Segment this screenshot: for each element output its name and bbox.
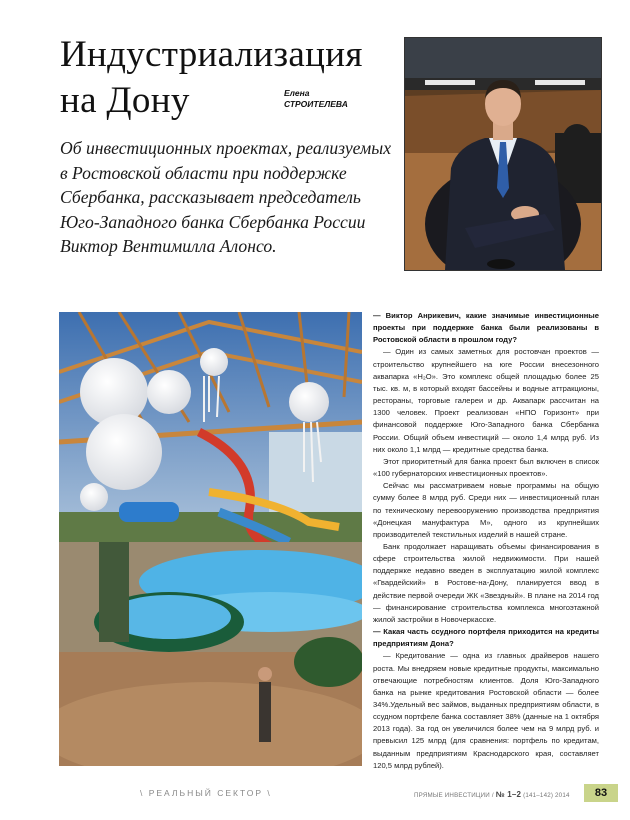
section-label: \ РЕАЛЬНЫЙ СЕКТОР \ — [140, 788, 272, 798]
portrait-illustration — [405, 38, 601, 270]
paragraph-1: — Один из самых заметных для ростовчан проектов — строительство крупнейшего на юге России внесезонного аквапарка «H₂O». Это комплекс общей площадью более 25 тыс. кв. м, в который входят бассейны и водные аттракционы, рестораны, торговые галереи и др. Аквапарк рассчитан на 1300 человек. Проект реализован «НПО Горизонт» при финансовой поддержке Юго-Западного банка Сбербанка России. Общий объем инвестиций — около 1,4 млрд руб. Из них около 1,1 млрд — кредитные средства банка. — [373, 347, 599, 454]
waterpark-illustration — [59, 312, 362, 766]
paragraph-3: Сейчас мы рассматриваем новые программы на общую сумму более 8 млрд руб. Среди них — инвестиционный план по техническому перевооружению производства предприятия «Донецкая мануфактура М», одного из крупнейших производителей текстильных изделий в нашей стране. — [373, 481, 599, 539]
page-number: 83 — [584, 784, 618, 802]
interview-question-1: — Виктор Анрикевич, какие значимые инвестиционные проекты при поддержке банка были реализованы в Ростовской области в прошлом году? — [373, 311, 599, 345]
author-byline — [284, 88, 394, 110]
portrait-photo — [404, 37, 602, 271]
issue-number: № 1–2 — [495, 790, 522, 799]
interview-question-2: — Какая часть ссудного портфеля приходится на кредиты предприятиям Дона? — [373, 627, 599, 649]
title-line-2: на Дону — [60, 80, 190, 121]
article-title — [60, 32, 390, 124]
waterpark-photo — [59, 312, 362, 766]
paragraph-5: — Кредитование — одна из главных драйверов нашего роста. Мы внедряем новые кредитные продукты, максимально отвечающие потребностям клиентов. Доля Юго-Западного банка на рынке кредитования Ростовской области — более 34%.Удельный вес займов, выданных предприятиям области, в ссудном портфеле банка составляет 38% (данные на 1 октября 2013 года). За год он увеличился более чем на 9 млрд руб. и превысил 125 млрд (для сравнения: портфель по кредитам, выданным предприятиям Краснодарского края, составляет 120,5 млрд рублей). — [373, 651, 599, 770]
author-first-name: Елена — [284, 88, 310, 98]
title-line-1: Индустриализация — [60, 34, 363, 75]
paragraph-2: Этот приоритетный для банка проект был включен в список «100 губернаторских инвестиционных проектов». — [373, 456, 599, 479]
paragraph-4: Банк продолжает наращивать объемы финансирования в сфере строительства жилой недвижимости. При нашей поддержке недавно введен в эксплуатацию жилой комплекс «Гвардейский» в Ростове-на-Дону, планируется ввод в действие первой очереди ЖК «Звездный». В плане на 2014 год — финансирование строительства комплекса многоэтажной жилой застройки в Новочеркасске. — [373, 541, 599, 624]
lead-paragraph: Об инвестиционных проектах, реализуемых в Ростовской области при поддержке Сбербанка, рассказывает председатель Юго-Западного банка Сбербанка России Виктор Вентимилла Алонсо. — [60, 138, 392, 256]
magazine-name: ПРЯМЫЕ ИНВЕСТИЦИИ / — [414, 792, 494, 799]
magazine-issue — [414, 790, 570, 799]
issue-detail: (141–142) 2014 — [523, 792, 570, 799]
author-last-name: СТРОИТЕЛЕВА — [284, 99, 348, 109]
article-body — [373, 310, 599, 772]
